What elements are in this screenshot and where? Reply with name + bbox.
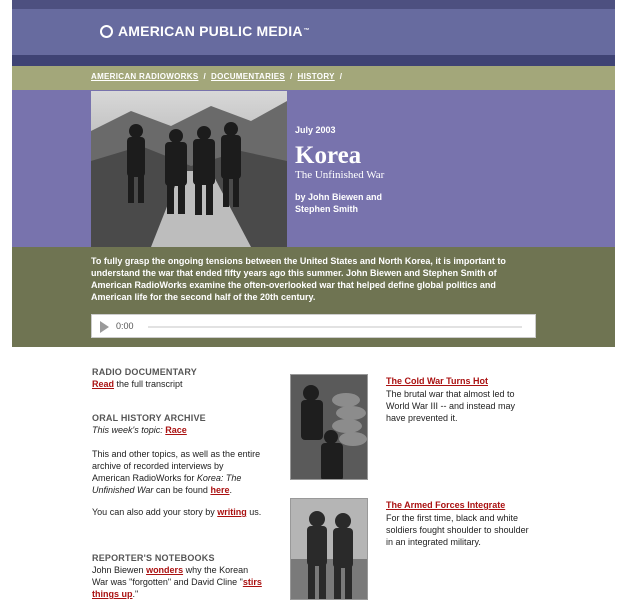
breadcrumb <box>12 66 615 90</box>
story-text: You can also add your story by <box>92 507 215 517</box>
play-icon[interactable] <box>100 321 109 333</box>
notebook-text-3: ." <box>132 589 139 599</box>
cold-war-description: The brutal war that almost led to World War III -- and instead may have prevented it. <box>386 389 516 423</box>
add-story-paragraph <box>92 506 262 518</box>
byline <box>295 191 415 215</box>
story-armed-forces <box>290 498 530 600</box>
logo-ring-icon <box>100 25 113 38</box>
header-bottom-stripe <box>12 55 615 66</box>
page-subtitle: The Unfinished War <box>295 169 385 181</box>
wonders-link[interactable]: wonders <box>146 565 184 575</box>
breadcrumb-separator: / <box>339 72 343 81</box>
armed-forces-photo[interactable] <box>290 498 368 600</box>
breadcrumb-history[interactable]: HISTORY <box>297 72 335 81</box>
breadcrumb-separator: / <box>290 72 293 81</box>
notebook-text-1: John Biewen <box>92 565 144 575</box>
radio-documentary-section <box>92 366 197 390</box>
cold-war-link[interactable]: The Cold War Turns Hot <box>386 376 488 386</box>
archive-here-link[interactable]: here <box>210 485 230 495</box>
breadcrumb-documentaries[interactable]: DOCUMENTARIES <box>211 72 285 81</box>
oral-history-heading: ORAL HISTORY ARCHIVE <box>92 413 206 423</box>
stirs-things-up-link[interactable]: stirs things up <box>92 577 262 599</box>
byline-line-1: by John Biewen and <box>295 192 383 202</box>
logo-text: AMERICAN PUBLIC MEDIA <box>118 23 303 39</box>
cold-war-photo[interactable] <box>290 374 368 480</box>
site-header <box>12 0 615 66</box>
topic-label: This week's topic: <box>92 425 163 435</box>
read-transcript-link[interactable]: Read <box>92 379 115 389</box>
player-time: 0:00 <box>116 321 134 331</box>
logo-trademark: ™ <box>303 28 310 34</box>
breadcrumb-separator: / <box>203 72 207 81</box>
intro-text: To fully grasp the ongoing tensions between the United States and North Korea, it is important to understand the war that ended fifty years ago this summer. John Biewen and Stephen Smith of American RadioWorks examine the often-overlooked war that helped define global politics and American life for the second half of the 20th century. <box>91 256 506 302</box>
story-cold-war <box>290 374 530 484</box>
armed-forces-link[interactable]: The Armed Forces Integrate <box>386 500 506 510</box>
page-title: Korea <box>295 142 362 169</box>
archive-paragraph: This and other topics, as well as the entire archive of recorded interviews by American RadioWorks for Korea: The Unfinished War can be found here. <box>92 449 261 495</box>
header-top-stripe <box>12 0 615 9</box>
byline-line-2: Stephen Smith <box>295 204 359 214</box>
hero-date: July 2003 <box>295 125 336 135</box>
notebooks-heading: REPORTER'S NOTEBOOKS <box>92 553 215 563</box>
read-transcript-text: the full transcript <box>116 379 183 389</box>
race-topic-link[interactable]: Race <box>165 425 187 435</box>
oral-history-section <box>92 412 206 436</box>
story-end: us. <box>249 507 262 517</box>
breadcrumb-american-radioworks[interactable]: AMERICAN RADIOWORKS <box>91 72 199 81</box>
archive-text-2: can be found <box>155 485 208 495</box>
archive-title-italic: Korea: The Unfinished War <box>92 473 242 495</box>
soldiers-photo <box>91 91 287 247</box>
hero-banner <box>12 90 615 247</box>
apm-logo[interactable] <box>100 23 310 39</box>
writing-link[interactable]: writing <box>217 507 247 517</box>
reporters-notebooks-section <box>92 552 264 600</box>
radio-documentary-heading: RADIO DOCUMENTARY <box>92 367 197 377</box>
archive-text-1: This and other topics, as well as the entire archive of recorded interviews by American RadioWorks for <box>92 449 261 483</box>
armed-forces-description: For the first time, black and white soldiers fought shoulder to shoulder in an integrated military. <box>386 513 529 547</box>
notebook-text-2: why the Korean War was "forgotten" and David Cline " <box>92 565 249 587</box>
player-seek-bar[interactable] <box>148 326 522 328</box>
audio-player <box>91 314 536 338</box>
